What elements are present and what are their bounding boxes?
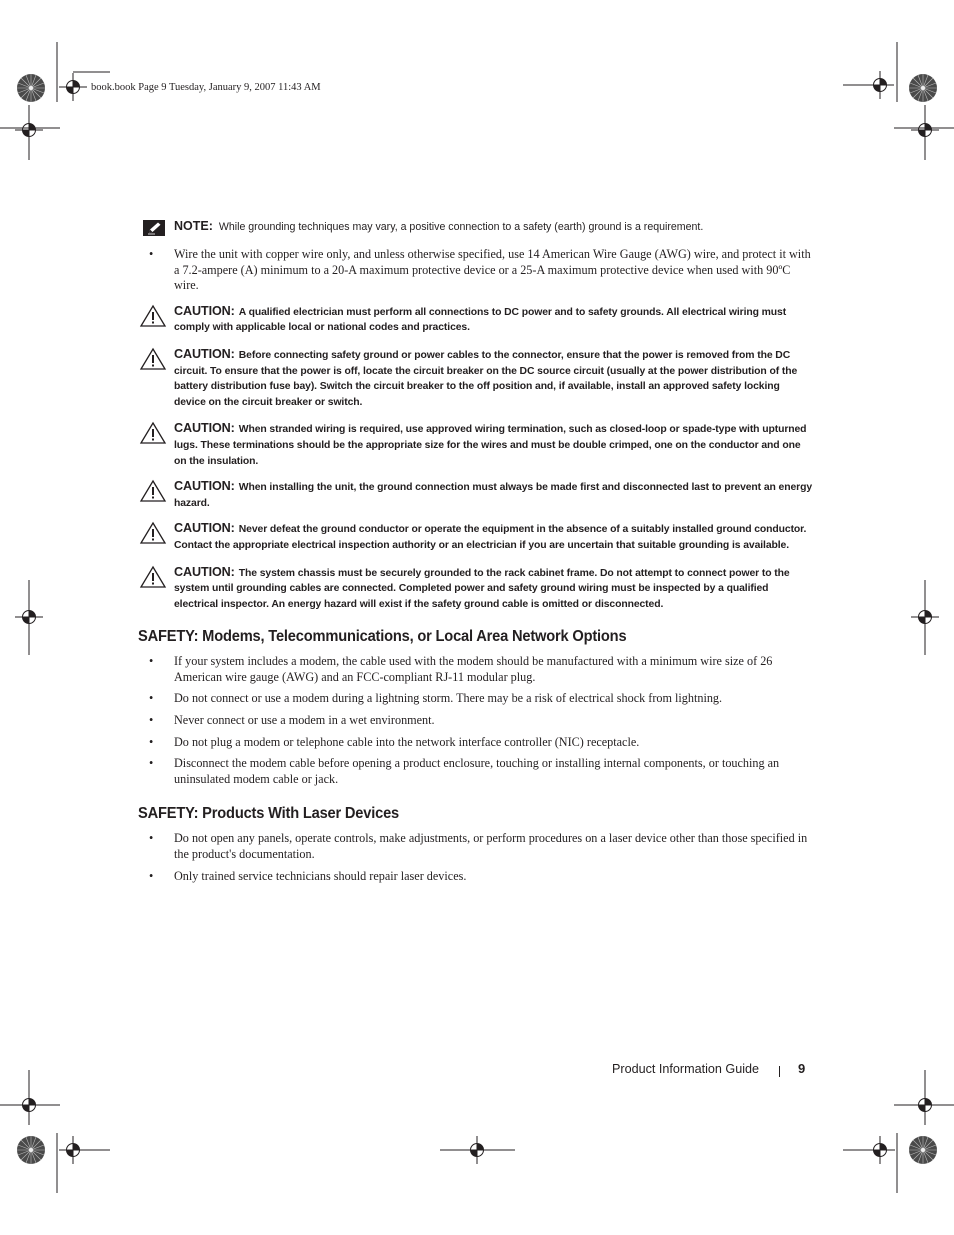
caution-block	[138, 304, 814, 336]
registration-crosshair-icon	[14, 115, 44, 145]
caution-label: CAUTION:	[174, 303, 235, 318]
note-label: NOTE:	[174, 219, 213, 233]
registration-crosshair-icon	[14, 1090, 44, 1120]
wire-bullet-text: Wire the unit with copper wire only, and unless otherwise specified, use 14 American Wire Gauge (AWG) wire, and protect it with a 7.2-ampere (A) minimum to a 20-A maximum protective device or a 25-A maximum protective device when used with 90ºC wire.	[174, 247, 811, 293]
list-item-text: If your system includes a modem, the cable used with the modem should be manufactured with a minimum wire size of 26 American wire gauge (AWG) and an FCC-compliant RJ-11 modular plug.	[174, 654, 773, 684]
footer-title: Product Information Guide	[612, 1062, 760, 1076]
footer-divider	[779, 1066, 780, 1077]
registration-starburst-icon	[908, 1135, 938, 1165]
list-item-text: Do not connect or use a modem during a lightning storm. There may be a risk of electrical shock from lightning.	[174, 691, 723, 706]
caution-text: The system chassis must be securely grounded to the rack cabinet frame. Do not attempt to connect power to the system until grounding cables are connected. Completed power and safety ground wiring must be inspected by a qualified electrical inspector. An energy hazard will exist if the safety ground cable is omitted or disconnected.	[174, 567, 790, 610]
caution-text: Before connecting safety ground or power cables to the connector, ensure that the power is removed from the DC circuit. To ensure that the power is off, locate the circuit breaker on the DC source circuit (usually at the power distribution of the battery distribution fuse bay). Switch the circuit breaker to the off position and, if available, install an approved safety locking device on the circuit breaker or switch.	[174, 349, 798, 408]
caution-text: When installing the unit, the ground connection must always be made first and disconnected last to prevent an energy hazard.	[174, 482, 813, 509]
list-item-text: Only trained service technicians should repair laser devices.	[174, 868, 467, 883]
caution-text: A qualified electrician must perform all connections to DC power and to safety grounds. All electrical wiring must comply with applicable local or national codes and practices.	[174, 306, 787, 334]
registration-crosshair-icon	[14, 602, 44, 632]
list-item-text: Do not plug a modem or telephone cable into the network interface controller (NIC) receptacle.	[174, 734, 640, 749]
caution-label: CAUTION:	[174, 421, 235, 436]
section-heading: SAFETY: Products With Laser Devices	[138, 805, 400, 823]
caution-block	[138, 421, 814, 469]
caution-label: CAUTION:	[174, 346, 235, 361]
registration-starburst-icon	[16, 73, 46, 103]
caution-block	[138, 347, 814, 410]
note-pencil-icon	[143, 220, 165, 236]
registration-crosshair-icon	[910, 602, 940, 632]
caution-triangle-icon	[139, 421, 167, 445]
registration-crosshair-icon	[865, 70, 895, 100]
caution-text: When stranded wiring is required, use approved wiring termination, such as closed-loop or spade-type with upturned lugs. These terminations should be the appropriate size for the wires and must be double crimped, one on the conductor and one on the insulation.	[174, 424, 807, 467]
registration-crosshair-icon	[462, 1135, 492, 1165]
caution-label: CAUTION:	[174, 521, 235, 536]
page-content	[138, 219, 814, 884]
caution-triangle-icon	[139, 347, 167, 371]
registration-crosshair-icon	[865, 1135, 895, 1165]
list-item	[138, 831, 814, 862]
caution-block	[138, 479, 814, 511]
note-block	[138, 219, 814, 239]
caution-label: CAUTION:	[174, 479, 235, 494]
list-item-text: Do not open any panels, operate controls, make adjustments, or perform procedures on a laser device other than those specified in the product's documentation.	[174, 831, 808, 862]
list-item	[138, 247, 814, 294]
caution-triangle-icon	[139, 304, 167, 328]
note-text: While grounding techniques may vary, a positive connection to a safety (earth) ground is a requirement.	[218, 221, 704, 233]
print-header-stamp: book.book Page 9 Tuesday, January 9, 2007 11:43 AM	[91, 82, 321, 93]
page-number: 9	[798, 1061, 806, 1076]
caution-triangle-icon	[139, 479, 167, 503]
section-heading: SAFETY: Modems, Telecommunications, or Local Area Network Options	[138, 628, 627, 646]
registration-crosshair-icon	[910, 115, 940, 145]
list-item	[138, 654, 814, 685]
caution-triangle-icon	[139, 565, 167, 589]
registration-crosshair-icon	[58, 72, 88, 102]
list-item-text: Never connect or use a modem in a wet environment.	[174, 713, 435, 728]
caution-triangle-icon	[139, 521, 167, 545]
list-item	[138, 713, 814, 729]
caution-block	[138, 521, 814, 553]
list-item-text: Disconnect the modem cable before opening a product enclosure, touching or installing internal components, or touching an uninsulated modem cable or jack.	[174, 756, 780, 786]
list-item	[138, 869, 814, 885]
list-item	[138, 756, 814, 787]
registration-starburst-icon	[16, 1135, 46, 1165]
list-item	[138, 735, 814, 751]
registration-crosshair-icon	[58, 1135, 88, 1165]
registration-crosshair-icon	[910, 1090, 940, 1120]
caution-block	[138, 565, 814, 613]
registration-starburst-icon	[908, 73, 938, 103]
caution-text: Never defeat the ground conductor or operate the equipment in the absence of a suitably installed ground conductor. Contact the appropriate electrical inspection authority or an electrician if you are uncertain that suitable grounding is available.	[174, 524, 807, 551]
list-item	[138, 691, 814, 707]
caution-label: CAUTION:	[174, 564, 235, 579]
